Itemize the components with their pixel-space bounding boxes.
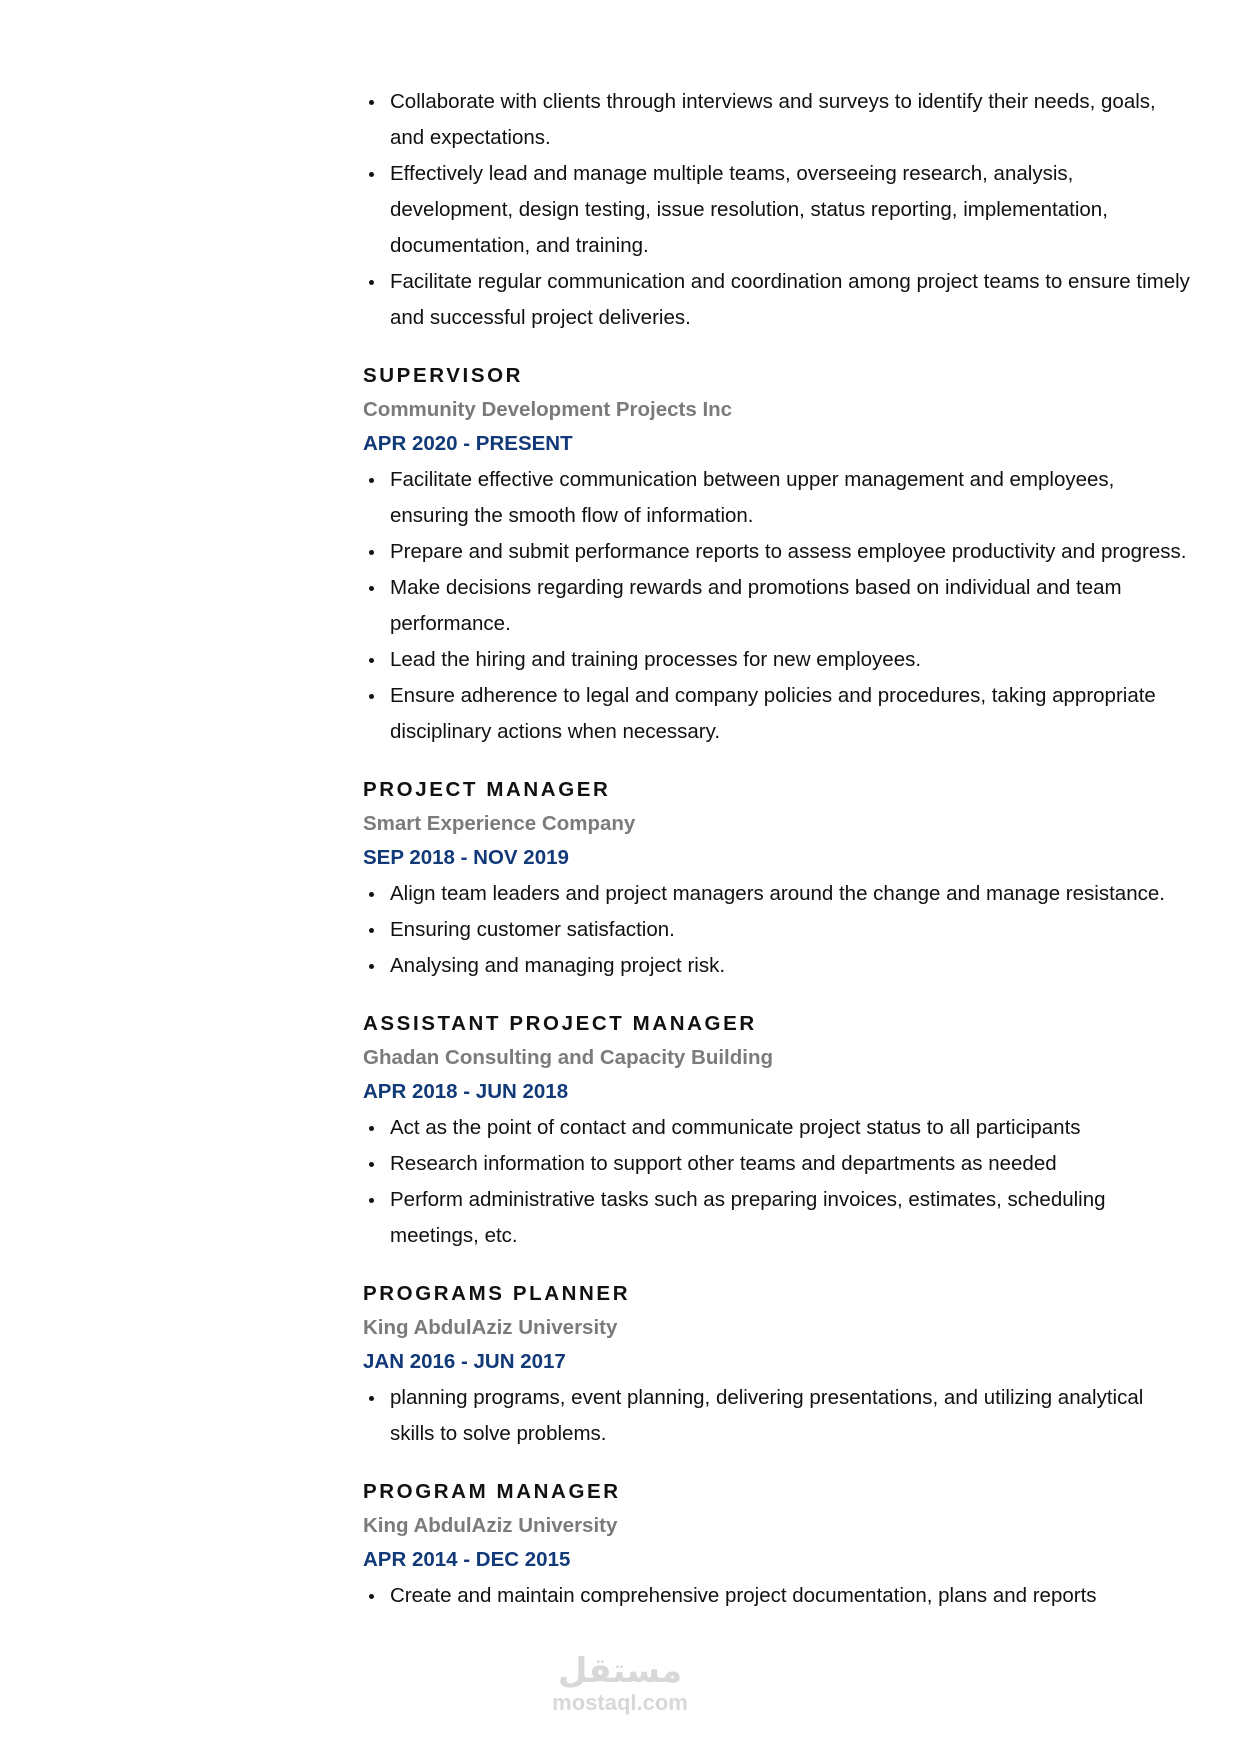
bullet-item: Ensure adherence to legal and company policies and procedures, taking appropriate disciplinary actions when necessary. [363,678,1193,750]
watermark-latin-text: mostaql.com [552,1690,688,1715]
watermark-arabic-text: مستقل [557,1651,683,1691]
bullet-item: Facilitate effective communication between upper management and employees, ensuring the smooth flow of information. [363,462,1193,534]
bullet-item: Align team leaders and project managers around the change and manage resistance. [363,876,1193,912]
mostaql-watermark [540,1652,700,1716]
job-bullet-list [363,462,1193,750]
bullet-item: Analysing and managing project risk. [363,948,1193,984]
job-title: SUPERVISOR [363,364,524,387]
company-name: King AbdulAziz University [363,1316,618,1339]
job-bullet-list [363,1110,1193,1254]
job-dates: JAN 2016 - JUN 2017 [363,1350,566,1373]
bullet-item: Prepare and submit performance reports to assess employee productivity and progress. [363,534,1193,570]
company-name: Ghadan Consulting and Capacity Building [363,1046,774,1069]
job-dates: SEP 2018 - NOV 2019 [363,846,569,869]
job-title: PROJECT MANAGER [363,778,611,801]
bullet-item: Lead the hiring and training processes for new employees. [363,642,1193,678]
job-bullet-list [363,1578,1193,1614]
bullet-item: Research information to support other teams and departments as needed [363,1146,1193,1182]
job-bullet-list [363,876,1193,984]
job-dates: APR 2018 - JUN 2018 [363,1080,569,1103]
job-dates: APR 2014 - DEC 2015 [363,1548,571,1571]
intro-bullet-list [363,84,1193,336]
job-entry [363,1279,1193,1452]
bullet-item: Act as the point of contact and communicate project status to all participants [363,1110,1193,1146]
company-name: King AbdulAziz University [363,1514,618,1537]
bullet-item: Make decisions regarding rewards and promotions based on individual and team performance. [363,570,1193,642]
job-entry [363,775,1193,984]
bullet-item: Perform administrative tasks such as preparing invoices, estimates, scheduling meetings, etc. [363,1182,1193,1254]
job-title: PROGRAMS PLANNER [363,1282,631,1305]
bullet-item: Collaborate with clients through interviews and surveys to identify their needs, goals, and expectations. [363,84,1193,156]
job-entry [363,1477,1193,1614]
job-entry [363,1009,1193,1254]
company-name: Community Development Projects Inc [363,398,733,421]
company-name: Smart Experience Company [363,812,636,835]
job-dates: APR 2020 - PRESENT [363,432,573,455]
resume-experience-section [363,84,1193,1614]
bullet-item: Ensuring customer satisfaction. [363,912,1193,948]
bullet-item: planning programs, event planning, delivering presentations, and utilizing analytical skills to solve problems. [363,1380,1193,1452]
bullet-item: Create and maintain comprehensive project documentation, plans and reports [363,1578,1193,1614]
job-bullet-list [363,1380,1193,1452]
bullet-item: Effectively lead and manage multiple teams, overseeing research, analysis, development, design testing, issue resolution, status reporting, implementation, documentation, and training. [363,156,1193,264]
job-title: ASSISTANT PROJECT MANAGER [363,1012,757,1035]
job-entry [363,361,1193,750]
job-title: PROGRAM MANAGER [363,1480,621,1503]
bullet-item: Facilitate regular communication and coordination among project teams to ensure timely and successful project deliveries. [363,264,1193,336]
